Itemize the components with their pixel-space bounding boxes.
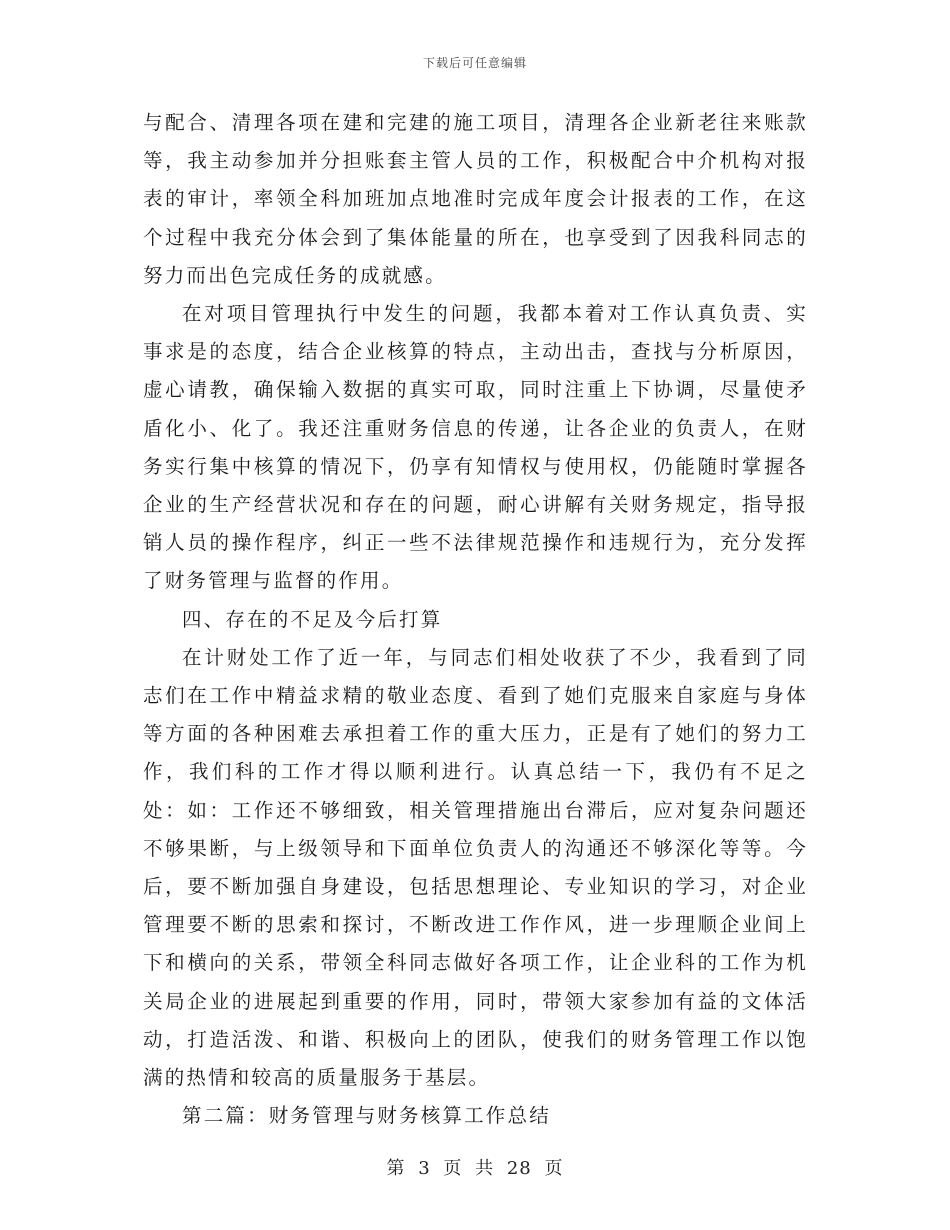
page-number-footer: 第 3 页 共 28 页: [386, 1158, 564, 1179]
document-body: [143, 104, 808, 1135]
paragraph-continuation: 与配合、清理各项在建和完建的施工项目，清理各企业新老往来账款等，我主动参加并分担账套主管人员的工作，积极配合中介机构对报表的审计，率领全科加班加点地准时完成年度会计报表的工作，在这个过程中我充分体会到了集体能量的所在，也享受到了因我科同志的努力而出色完成任务的成就感。: [143, 111, 808, 287]
section-heading-part-two: 第二篇：财务管理与财务核算工作总结: [182, 1104, 551, 1128]
section-heading-shortcomings: 四、存在的不足及今后打算: [182, 607, 443, 631]
paragraph-project-management: 在对项目管理执行中发生的问题，我都本着对工作认真负责、实事求是的态度，结合企业核算的特点，主动出击，查找与分析原因，虚心请教，确保输入数据的真实可取，同时注重上下协调，尽量使矛盾化小、化了。我还注重财务信息的传递，让各企业的负责人，在财务实行集中核算的情况下，仍享有知情权与使用权，仍能随时掌握各企业的生产经营状况和存在的问题，耐心讲解有关财务规定，指导报销人员的操作程序，纠正一些不法律规范操作和违规行为，充分发挥了财务管理与监督的作用。: [143, 302, 808, 593]
paragraph-shortcomings-plans: 在计财处工作了近一年，与同志们相处收获了不少，我看到了同志们在工作中精益求精的敬业态度、看到了她们克服来自家庭与身体等方面的各种困难去承担着工作的重大压力，正是有了她们的努力工作，我们科的工作才得以顺利进行。认真总结一下，我仍有不足之处：如：工作还不够细致，相关管理措施出台滞后，应对复杂问题还不够果断，与上级领导和下面单位负责人的沟通还不够深化等等。今后，要不断加强自身建设，包括思想理论、专业知识的学习，对企业管理要不断的思索和探讨，不断改进工作作风，进一步理顺企业间上下和横向的关系，带领全科同志做好各项工作，让企业科的工作为机关局企业的进展起到重要的作用，同时，带领大家参加有益的文体活动，打造活泼、和谐、积极向上的团队，使我们的财务管理工作以饱满的热情和较高的质量服务于基层。: [143, 645, 808, 1090]
page-header-note: 下载后可任意编辑: [422, 56, 527, 70]
